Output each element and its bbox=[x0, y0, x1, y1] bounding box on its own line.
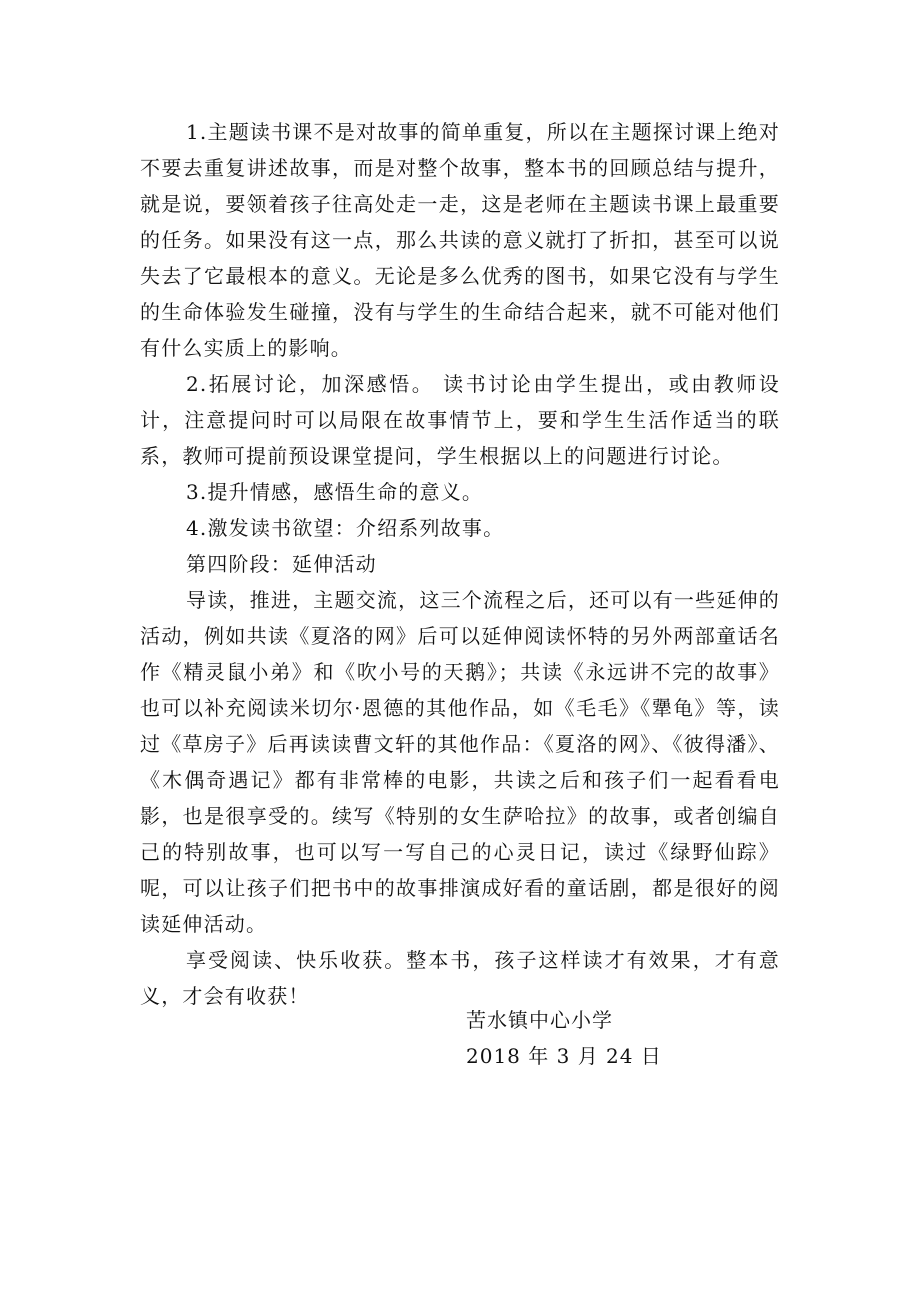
school-name: 苦水镇中心小学 bbox=[466, 1008, 613, 1032]
signature-block bbox=[466, 1002, 766, 1074]
paragraph-point-4: 4.激发读书欲望：介绍系列故事。 bbox=[186, 516, 505, 540]
paragraph-point-1: 1.主题读书课不是对故事的简单重复，所以在主题探讨课上绝对不要去重复讲述故事，而是对整个故事，整本书的回顾总结与提升，就是说，要领着孩子往高处走一走，这是老师在主题读书课上最重要的任务。如果没有这一点，那么共读的意义就打了折扣，甚至可以说失去了它最根本的意义。无论是多么优秀的图书，如果它没有与学生的生命体验发生碰撞，没有与学生的生命结合起来，就不可能对他们有什么实质上的影响。 bbox=[140, 120, 780, 360]
paragraph-point-3: 3.提升情感，感悟生命的意义。 bbox=[186, 480, 484, 504]
paragraph-extension-activities: 导读，推进，主题交流，这三个流程之后，还可以有一些延伸的活动，例如共读《夏洛的网》后可以延伸阅读怀特的另外两部童话名作《精灵鼠小弟》和《吹小号的天鹅》；共读《永远讲不完的故事》也可以补充阅读米切尔·恩德的其他作品，如《毛毛》《犟龟》等，读过《草房子》后再读读曹文轩的其他作品：《夏洛的网》、《彼得潘》、《木偶奇遇记》都有非常棒的电影，共读之后和孩子们一起看看电影，也是很享受的。续写《特别的女生萨哈拉》的故事，或者创编自己的特别故事，也可以写一写自己的心灵日记，读过《绿野仙踪》呢，可以让孩子们把书中的故事排演成好看的童话剧，都是很好的阅读延伸活动。 bbox=[140, 588, 780, 936]
paragraph-point-2: 2.拓展讨论，加深感悟。 读书讨论由学生提出，或由教师设计，注意提问时可以局限在故事情节上，要和学生生活作适当的联系，教师可提前预设课堂提问，学生根据以上的问题进行讨论。 bbox=[140, 372, 780, 468]
document-body bbox=[140, 114, 780, 1014]
paragraph-conclusion: 享受阅读、快乐收获。整本书，孩子这样读才有效果，才有意义，才会有收获！ bbox=[140, 948, 780, 1008]
signature-date: 2018 年 3 月 24 日 bbox=[466, 1044, 662, 1068]
section-heading-stage-four: 第四阶段：延伸活动 bbox=[186, 552, 377, 576]
